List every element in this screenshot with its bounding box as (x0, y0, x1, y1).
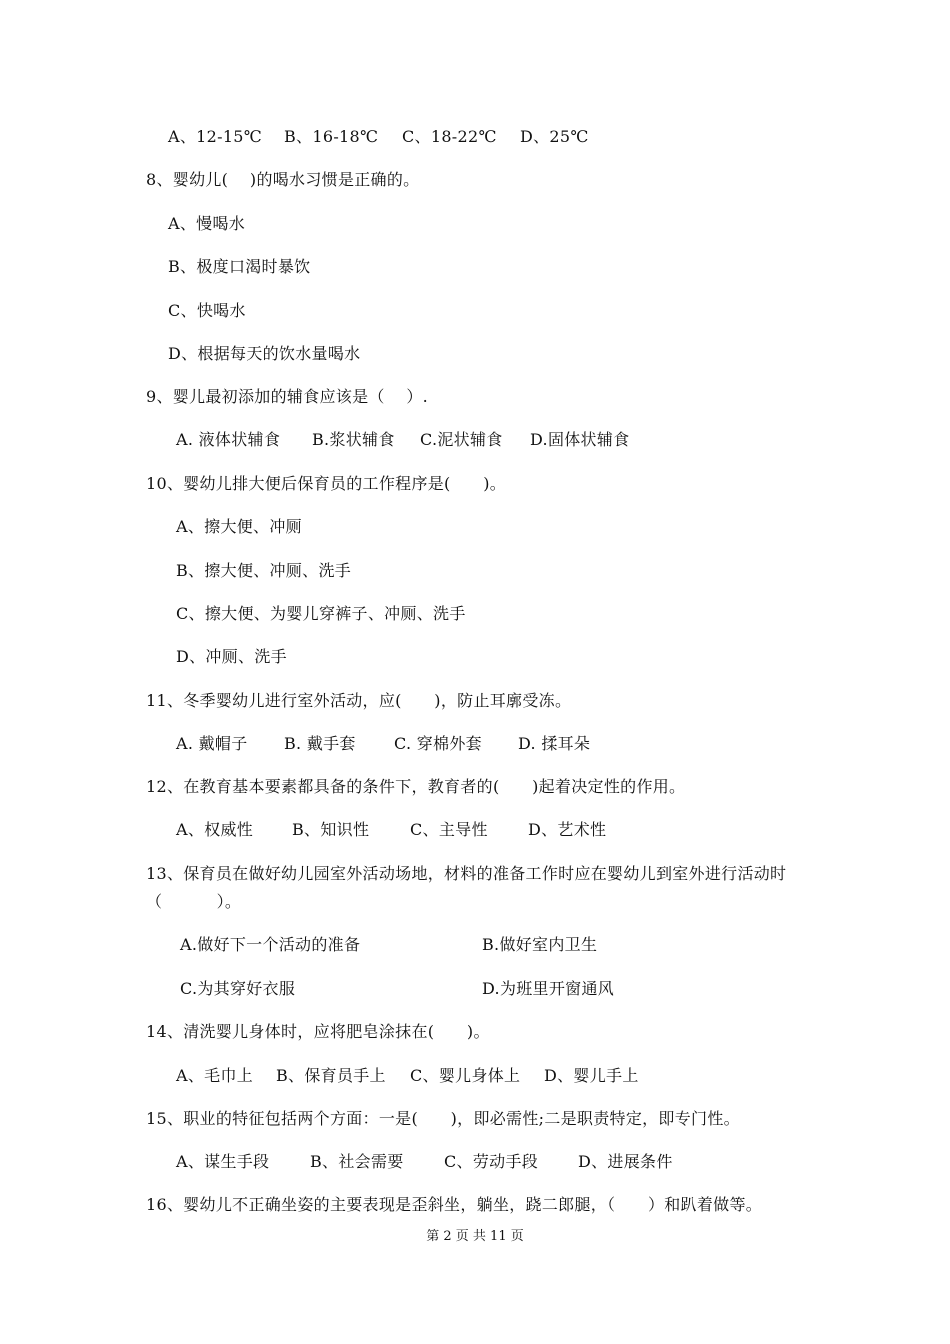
q14-option-b: B、保育员手上 (276, 1066, 386, 1085)
q14-option-c: C、婴儿身体上 (410, 1066, 521, 1085)
q13-option-a: A.做好下一个活动的准备 (180, 935, 361, 954)
q10-option-c: C、擦大便、为婴儿穿裤子、冲厕、洗手 (176, 604, 466, 623)
q15-option-c: C、劳动手段 (444, 1152, 539, 1171)
q8-option-b: B、极度口渴时暴饮 (168, 257, 311, 276)
q9-options (176, 429, 629, 451)
q13-option-b: B.做好室内卫生 (482, 935, 598, 954)
q9-option-c: C.泥状辅食 (420, 430, 503, 449)
q7-option-c: C、18-22℃ (402, 127, 497, 146)
page-footer: 第 2 页 共 11 页 (426, 1229, 524, 1244)
q8-option-c: C、快喝水 (168, 301, 246, 320)
q7-option-a: A、12-15℃ (168, 127, 262, 146)
q15-option-a: A、谋生手段 (176, 1152, 270, 1171)
q9-option-d: D.固体状辅食 (530, 430, 630, 449)
q8-stem: 8、婴幼儿( )的喝水习惯是正确的。 (146, 170, 420, 189)
q14-stem: 14、清洗婴儿身体时，应将肥皂涂抹在( )。 (146, 1022, 490, 1041)
q14-option-d: D、婴儿手上 (544, 1066, 639, 1085)
q9-option-a: A. 液体状辅食 (176, 430, 281, 449)
q8-option-a: A、慢喝水 (168, 214, 246, 233)
q7-options (168, 126, 589, 148)
q12-option-c: C、主导性 (410, 820, 488, 839)
q15-option-b: B、社会需要 (310, 1152, 404, 1171)
q10-option-d: D、冲厕、洗手 (176, 647, 287, 666)
q10-option-a: A、擦大便、冲厕 (176, 517, 302, 536)
q15-options (176, 1151, 673, 1173)
q7-option-d: D、25℃ (520, 127, 589, 146)
q13-stem-line2: （ ）。 (146, 892, 242, 911)
q11-options (176, 733, 590, 755)
q13-stem-line1: 13、保育员在做好幼儿园室外活动场地，材料的准备工作时应在婴幼儿到室外进行活动时 (146, 864, 787, 883)
q13-option-d: D.为班里开窗通风 (482, 979, 615, 998)
q11-stem: 11、冬季婴幼儿进行室外活动，应( )，防止耳廓受冻。 (146, 691, 572, 710)
q14-options (176, 1065, 639, 1087)
q10-option-b: B、擦大便、冲厕、洗手 (176, 561, 352, 580)
q12-option-b: B、知识性 (292, 820, 370, 839)
q14-option-a: A、毛巾上 (176, 1066, 254, 1085)
q15-option-d: D、进展条件 (578, 1152, 673, 1171)
q11-option-b: B. 戴手套 (284, 734, 356, 753)
q9-stem: 9、婴儿最初添加的辅食应该是（ ）. (146, 387, 429, 406)
q12-stem: 12、在教育基本要素都具备的条件下，教育者的( )起着决定性的作用。 (146, 777, 686, 796)
q12-option-d: D、艺术性 (528, 820, 607, 839)
q11-option-c: C. 穿棉外套 (394, 734, 482, 753)
q16-stem: 16、婴幼儿不正确坐姿的主要表现是歪斜坐，躺坐，跷二郎腿，（ ）和趴着做等。 (146, 1195, 763, 1214)
q7-option-b: B、16-18℃ (284, 127, 379, 146)
q8-option-d: D、根据每天的饮水量喝水 (168, 344, 361, 363)
q15-stem: 15、职业的特征包括两个方面：一是( )，即必需性;二是职责特定，即专门性。 (146, 1109, 740, 1128)
q10-stem: 10、婴幼儿排大便后保育员的工作程序是( )。 (146, 474, 507, 493)
q12-options (176, 819, 606, 841)
q11-option-a: A. 戴帽子 (176, 734, 248, 753)
q9-option-b: B.浆状辅食 (312, 430, 395, 449)
q11-option-d: D. 揉耳朵 (518, 734, 591, 753)
q12-option-a: A、权威性 (176, 820, 254, 839)
q13-option-c: C.为其穿好衣服 (180, 979, 296, 998)
